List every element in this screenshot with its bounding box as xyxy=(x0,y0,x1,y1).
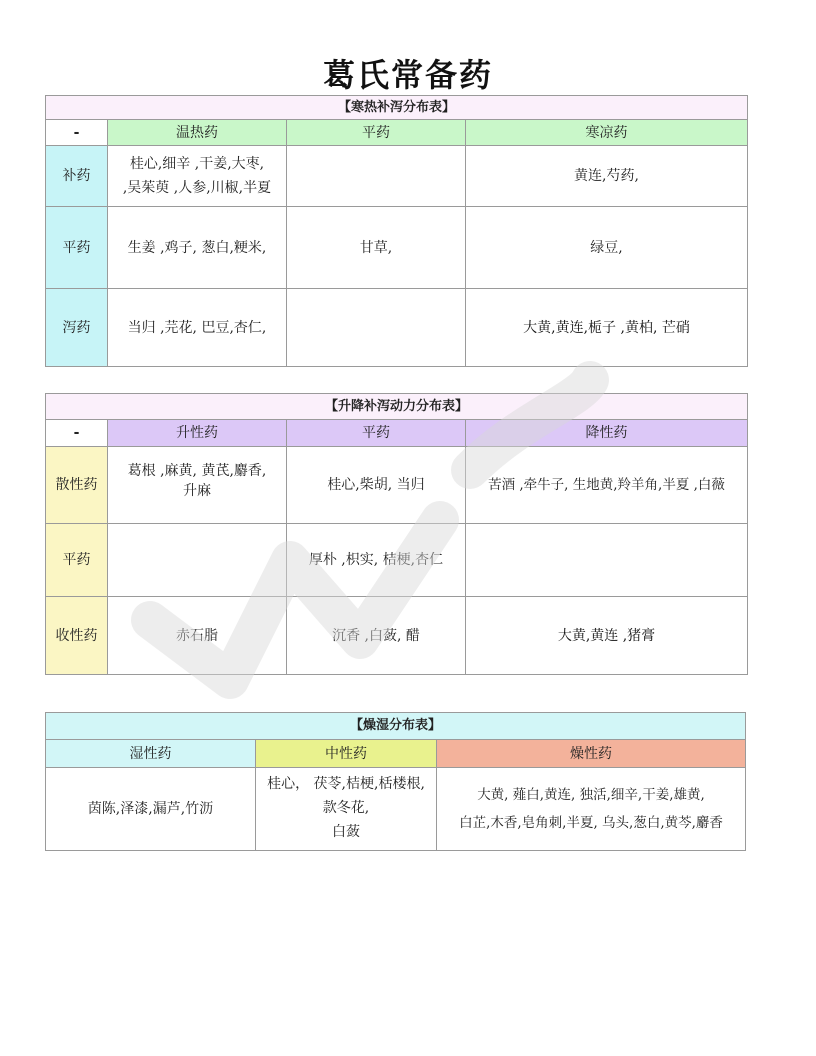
row-label: 平药 xyxy=(46,524,108,597)
row-label: 补药 xyxy=(46,146,108,207)
table-caption: 【燥湿分布表】 xyxy=(46,713,746,740)
table-cell: 绿豆, xyxy=(466,207,748,289)
table-cell: 桂心,柴胡, 当归 xyxy=(287,447,466,524)
header-warm: 温热药 xyxy=(108,120,287,146)
table-cell: 茵陈,泽漆,漏芦,竹沥 xyxy=(46,768,256,851)
table-cell: 黄连,芍药, xyxy=(466,146,748,207)
table-cell xyxy=(287,146,466,207)
header-dry: 燥性药 xyxy=(437,740,746,768)
dry-wet-table xyxy=(45,712,746,851)
header-wet: 湿性药 xyxy=(46,740,256,768)
table-cell: 生姜 ,鸡子, 葱白,粳米, xyxy=(108,207,287,289)
table-cell: 当归 ,芫花, 巴豆,杏仁, xyxy=(108,289,287,367)
header-neutral: 平药 xyxy=(287,120,466,146)
header-neutral: 中性药 xyxy=(256,740,437,768)
table-cell: 大黄,黄连 ,猪膏 xyxy=(466,597,748,675)
table-cell: 大黄,黄连,栀子 ,黄柏, 芒硝 xyxy=(466,289,748,367)
page-title: 葛氏常备药 xyxy=(322,56,493,94)
table-cell xyxy=(108,524,287,597)
table-caption: 【升降补泻动力分布表】 xyxy=(46,394,748,420)
row-label: 平药 xyxy=(46,207,108,289)
table-cell: 沉香 ,白蔹, 醋 xyxy=(287,597,466,675)
rise-fall-table xyxy=(45,393,748,675)
table-cell: 大黄, 薤白,黄连, 独活,细辛,干姜,雄黄, 白芷,木香,皂角刺,半夏, 乌头,葱白,黄芩,麝香 xyxy=(437,768,746,851)
table-cell: 桂心， 茯苓,桔梗,栝楼根, 款冬花, 白蔹 xyxy=(256,768,437,851)
row-label: 泻药 xyxy=(46,289,108,367)
table-cell: 葛根 ,麻黄, 黄芪,麝香, 升麻 xyxy=(108,447,287,524)
table-caption: 【寒热补泻分布表】 xyxy=(46,96,748,120)
table-cell: 甘草, xyxy=(287,207,466,289)
header-neutral: 平药 xyxy=(287,420,466,447)
header-falling: 降性药 xyxy=(466,420,748,447)
table-cell: 赤石脂 xyxy=(108,597,287,675)
table-cell: 苦酒 ,牵牛子, 生地黄,羚羊角,半夏 ,白薇 xyxy=(466,447,748,524)
corner-cell: - xyxy=(46,420,108,447)
header-rising: 升性药 xyxy=(108,420,287,447)
table-cell xyxy=(466,524,748,597)
row-label: 散性药 xyxy=(46,447,108,524)
table-cell xyxy=(287,289,466,367)
row-label: 收性药 xyxy=(46,597,108,675)
table-cell: 桂心,细辛 ,干姜,大枣, ,吴茱萸 ,人参,川椒,半夏 xyxy=(108,146,287,207)
corner-cell: - xyxy=(46,120,108,146)
hot-cold-table xyxy=(45,95,748,367)
header-cool: 寒凉药 xyxy=(466,120,748,146)
table-cell: 厚朴 ,枳实, 桔梗,杏仁 xyxy=(287,524,466,597)
